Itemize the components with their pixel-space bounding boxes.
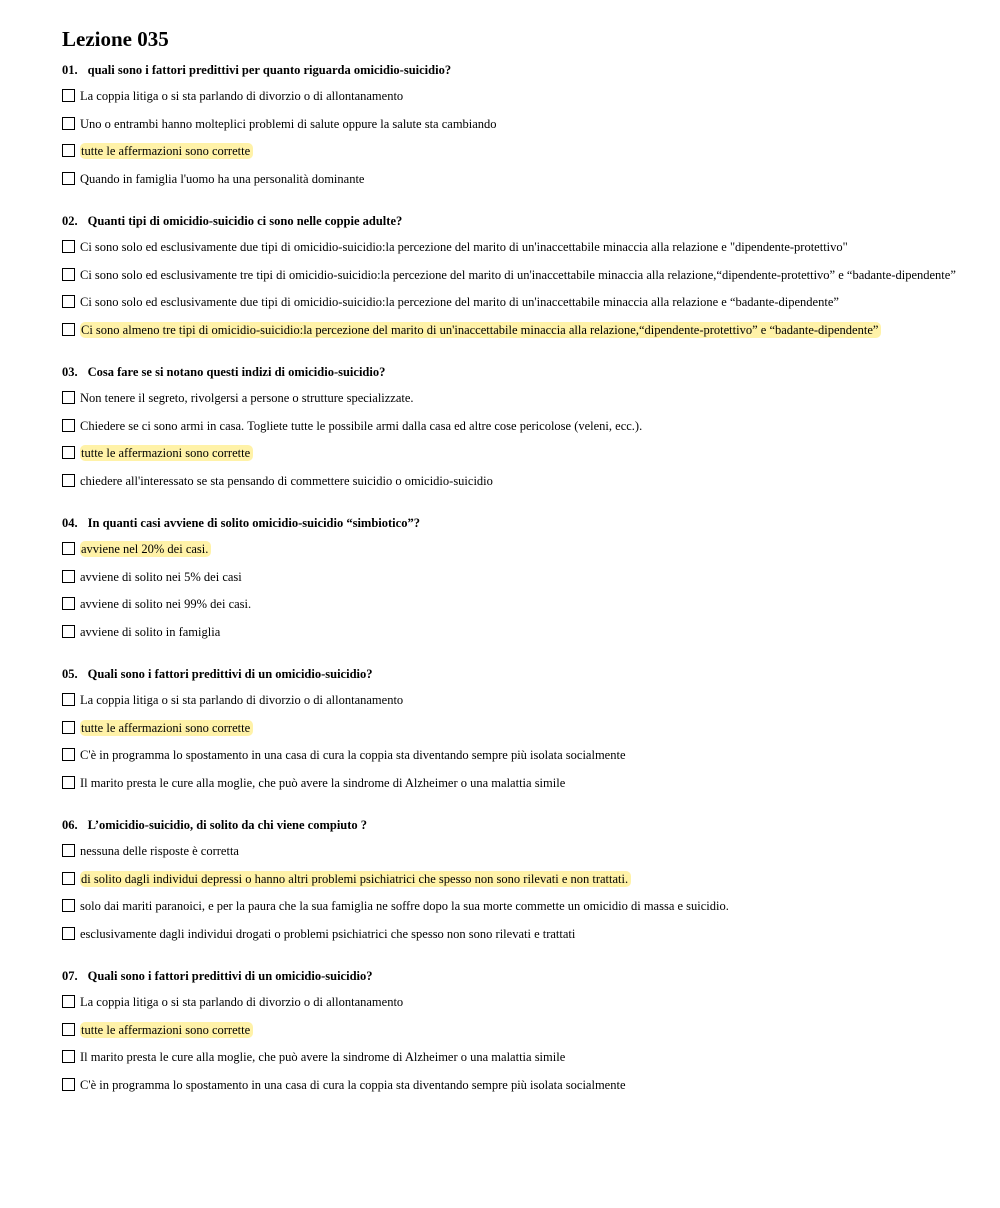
question-number: 06. — [62, 818, 78, 832]
answer-checkbox[interactable] — [62, 172, 75, 185]
answer-text: avviene di solito in famiglia — [80, 624, 221, 639]
answer-text: Il marito presta le cure alla moglie, che può avere la sindrome di Alzheimer o una malattia simile — [80, 1050, 566, 1064]
question-text: quali sono i fattori predittivi per quanto riguarda omicidio-suicidio? — [87, 63, 452, 77]
answer-text-highlighted: tutte le affermazioni sono corrette — [80, 143, 253, 159]
answer-checkbox[interactable] — [62, 268, 75, 281]
question-title — [62, 213, 962, 229]
answer-text: La coppia litiga o si sta parlando di divorzio o di allontanamento — [80, 693, 404, 707]
answer-checkbox[interactable] — [62, 899, 75, 912]
question-number: 02. — [62, 214, 78, 228]
question-block — [62, 364, 962, 489]
question-number: 07. — [62, 969, 78, 983]
answer-text: nessuna delle risposte è corretta — [80, 844, 239, 858]
answer-checkbox[interactable] — [62, 748, 75, 761]
answer-option[interactable] — [62, 391, 962, 407]
question-title — [62, 62, 962, 78]
question-block — [62, 666, 962, 791]
answer-option[interactable] — [62, 172, 962, 188]
answer-checkbox[interactable] — [62, 474, 75, 487]
question-list — [62, 62, 962, 1093]
question-text: Quanti tipi di omicidio-suicidio ci sono nelle coppie adulte? — [87, 214, 403, 228]
answer-text-highlighted: di solito dagli individui depressi o hanno altri problemi psichiatrici che spesso non sono rilevati e non trattati. — [80, 871, 631, 887]
answer-checkbox[interactable] — [62, 721, 75, 734]
answer-text: esclusivamente dagli individui drogati o problemi psichiatrici che spesso non sono rilevati e trattati — [80, 926, 576, 941]
answer-option[interactable] — [62, 144, 962, 160]
question-title — [62, 364, 962, 380]
answer-text: Uno o entrambi hanno molteplici problemi di salute oppure la salute sta cambiando — [80, 116, 497, 131]
answer-option[interactable] — [62, 117, 962, 133]
answer-checkbox[interactable] — [62, 995, 75, 1008]
question-title — [62, 968, 962, 984]
answer-checkbox[interactable] — [62, 844, 75, 857]
question-text: Quali sono i fattori predittivi di un omicidio-suicidio? — [87, 969, 373, 983]
answer-option[interactable] — [62, 625, 962, 641]
answer-option[interactable] — [62, 899, 962, 915]
answer-option[interactable] — [62, 474, 962, 490]
question-number: 05. — [62, 667, 78, 681]
answer-option[interactable] — [62, 597, 962, 613]
question-text: In quanti casi avviene di solito omicidio-suicidio “simbiotico”? — [87, 516, 420, 530]
answer-checkbox[interactable] — [62, 625, 75, 638]
answer-option[interactable] — [62, 1050, 962, 1066]
answer-option[interactable] — [62, 323, 962, 339]
answer-checkbox[interactable] — [62, 872, 75, 885]
answer-checkbox[interactable] — [62, 570, 75, 583]
page-title: Lezione 035 — [62, 27, 169, 51]
answer-option[interactable] — [62, 927, 962, 943]
answer-option[interactable] — [62, 268, 962, 284]
answer-text-highlighted: avviene nel 20% dei casi. — [80, 541, 211, 557]
answer-text-highlighted: tutte le affermazioni sono corrette — [80, 720, 253, 736]
answer-text: Chiedere se ci sono armi in casa. Togliete tutte le possibile armi dalla casa ed altre cose pericolose (veleni, ecc.). — [80, 418, 643, 433]
answer-text: Il marito presta le cure alla moglie, che può avere la sindrome di Alzheimer o una malattia simile — [80, 775, 566, 790]
answer-option[interactable] — [62, 721, 962, 737]
answer-checkbox[interactable] — [62, 240, 75, 253]
question-number: 03. — [62, 365, 78, 379]
question-text: L’omicidio-suicidio, di solito da chi viene compiuto ? — [87, 818, 368, 832]
answer-text: Ci sono solo ed esclusivamente due tipi di omicidio-suicidio:la percezione del marito di un'inaccettabile minaccia alla relazione e "dipendente-protettivo" — [80, 240, 848, 254]
answer-option[interactable] — [62, 844, 962, 860]
answer-text: La coppia litiga o si sta parlando di divorzio o di allontanamento — [80, 89, 404, 103]
answer-option[interactable] — [62, 1078, 962, 1094]
answer-text: Non tenere il segreto, rivolgersi a persone o strutture specializzate. — [80, 391, 414, 405]
answer-text: Quando in famiglia l'uomo ha una personalità dominante — [80, 171, 365, 186]
answer-checkbox[interactable] — [62, 295, 75, 308]
answer-checkbox[interactable] — [62, 419, 75, 432]
question-block — [62, 515, 962, 640]
answer-text: Ci sono solo ed esclusivamente due tipi di omicidio-suicidio:la percezione del marito di un'inaccettabile minaccia alla relazione e “badante-dipendente” — [80, 295, 839, 309]
question-number: 04. — [62, 516, 78, 530]
answer-checkbox[interactable] — [62, 776, 75, 789]
answer-option[interactable] — [62, 1023, 962, 1039]
answer-option[interactable] — [62, 419, 962, 435]
answer-option[interactable] — [62, 570, 962, 586]
question-number: 01. — [62, 63, 78, 77]
answer-checkbox[interactable] — [62, 89, 75, 102]
answer-checkbox[interactable] — [62, 391, 75, 404]
answer-text: avviene di solito nei 99% dei casi. — [80, 597, 252, 611]
answer-option[interactable] — [62, 446, 962, 462]
answer-text: La coppia litiga o si sta parlando di divorzio o di allontanamento — [80, 995, 404, 1009]
answer-checkbox[interactable] — [62, 117, 75, 130]
answer-option[interactable] — [62, 542, 962, 558]
answer-checkbox[interactable] — [62, 597, 75, 610]
answer-option[interactable] — [62, 995, 962, 1011]
answer-checkbox[interactable] — [62, 1023, 75, 1036]
answer-text: C'è in programma lo spostamento in una casa di cura la coppia sta diventando sempre più isolata socialmente — [80, 748, 626, 762]
answer-text-highlighted: Ci sono almeno tre tipi di omicidio-suicidio:la percezione del marito di un'inaccettabile minaccia alla relazione,“dipendente-protettivo” e “badante-dipendente” — [80, 322, 881, 338]
answer-checkbox[interactable] — [62, 144, 75, 157]
answer-option[interactable] — [62, 295, 962, 311]
question-block — [62, 817, 962, 942]
answer-checkbox[interactable] — [62, 446, 75, 459]
question-block — [62, 213, 962, 338]
answer-option[interactable] — [62, 776, 962, 792]
answer-text: solo dai mariti paranoici, e per la paura che la sua famiglia ne soffre dopo la sua morte commette un omicidio di massa e suicidio. — [80, 899, 729, 913]
answer-checkbox[interactable] — [62, 693, 75, 706]
question-block — [62, 968, 962, 1093]
question-block — [62, 62, 962, 187]
answer-option[interactable] — [62, 872, 962, 888]
question-title — [62, 817, 962, 833]
answer-text: avviene di solito nei 5% dei casi — [80, 569, 242, 584]
answer-text: Ci sono solo ed esclusivamente tre tipi di omicidio-suicidio:la percezione del marito di un'inaccettabile minaccia alla relazione,“dipendente-protettivo” e “badante-dipendente” — [80, 267, 956, 282]
answer-text-highlighted: tutte le affermazioni sono corrette — [80, 1022, 253, 1038]
answer-option[interactable] — [62, 240, 962, 256]
answer-option[interactable] — [62, 748, 962, 764]
answer-checkbox[interactable] — [62, 1050, 75, 1063]
answer-text: chiedere all'interessato se sta pensando di commettere suicidio o omicidio-suicidio — [80, 473, 493, 488]
document-page — [62, 26, 962, 1093]
answer-checkbox[interactable] — [62, 927, 75, 940]
question-text: Cosa fare se si notano questi indizi di omicidio-suicidio? — [87, 365, 386, 379]
question-title — [62, 515, 962, 531]
question-title — [62, 666, 962, 682]
answer-option[interactable] — [62, 89, 962, 105]
answer-option[interactable] — [62, 693, 962, 709]
answer-checkbox[interactable] — [62, 323, 75, 336]
answer-text: C'è in programma lo spostamento in una casa di cura la coppia sta diventando sempre più isolata socialmente — [80, 1077, 626, 1092]
answer-checkbox[interactable] — [62, 542, 75, 555]
answer-text-highlighted: tutte le affermazioni sono corrette — [80, 445, 253, 461]
question-text: Quali sono i fattori predittivi di un omicidio-suicidio? — [87, 667, 373, 681]
answer-checkbox[interactable] — [62, 1078, 75, 1091]
